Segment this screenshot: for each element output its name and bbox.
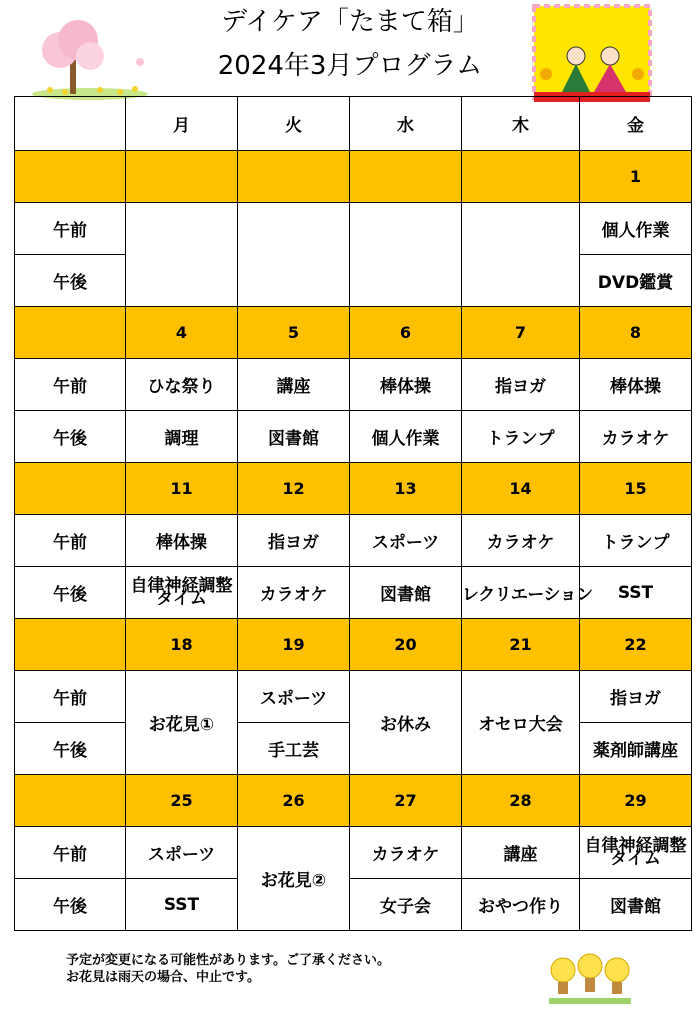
period-pm-label: 午後 [15,567,126,619]
date-cell: 27 [350,775,462,827]
footer-notes [66,952,390,986]
activity-cell: 棒体操 [350,359,462,411]
activity-cell: 女子会 [350,879,462,931]
date-cell: 21 [462,619,580,671]
date-cell: 29 [580,775,692,827]
activity-cell: スポーツ [238,671,350,723]
cherry-tree-illustration [30,20,150,100]
activity-cell: 図書館 [350,567,462,619]
activity-cell: 自律神経調整 タイム [580,827,692,879]
smiling-bulbs-illustration [545,948,635,1008]
activity-cell: トランプ [462,411,580,463]
activity-cell: スポーツ [126,827,238,879]
activity-cell: 図書館 [238,411,350,463]
activity-cell: お休み [350,671,462,775]
activity-cell: 棒体操 [126,515,238,567]
date-row-label [15,775,126,827]
activity-cell: SST [580,567,692,619]
date-cell: 13 [350,463,462,515]
activity-cell: DVD鑑賞 [580,255,692,307]
date-cell: 14 [462,463,580,515]
activity-cell: 指ヨガ [580,671,692,723]
activity-cell: 個人作業 [350,411,462,463]
period-am-label: 午前 [15,359,126,411]
program-calendar-table [14,96,692,931]
period-pm-label: 午後 [15,723,126,775]
activity-cell: 棒体操 [580,359,692,411]
note-line-1: 予定が変更になる可能性があります。ご了承ください。 [66,953,390,968]
activity-cell: 手工芸 [238,723,350,775]
date-cell: 26 [238,775,350,827]
date-cell: 11 [126,463,238,515]
date-cell [238,151,350,203]
date-cell: 6 [350,307,462,359]
period-pm-label: 午後 [15,879,126,931]
activity-cell: スポーツ [350,515,462,567]
activity-cell: カラオケ [350,827,462,879]
empty-cell [350,203,462,307]
activity-cell: オセロ大会 [462,671,580,775]
date-cell: 8 [580,307,692,359]
period-am-label: 午前 [15,515,126,567]
date-cell: 4 [126,307,238,359]
period-am-label: 午前 [15,827,126,879]
date-cell: 25 [126,775,238,827]
date-cell [126,151,238,203]
date-row-label [15,619,126,671]
activity-cell: 講座 [238,359,350,411]
header-mon: 月 [126,97,238,151]
activity-cell: 薬剤師講座 [580,723,692,775]
header-tue: 火 [238,97,350,151]
header-fri: 金 [580,97,692,151]
title-line1: デイケア「たまて箱」 [221,7,479,37]
activity-cell: お花見① [126,671,238,775]
activity-cell: カラオケ [580,411,692,463]
empty-cell [238,203,350,307]
period-pm-label: 午後 [15,411,126,463]
date-cell: 1 [580,151,692,203]
empty-cell [126,203,238,307]
header-wed: 水 [350,97,462,151]
date-cell: 19 [238,619,350,671]
date-cell: 22 [580,619,692,671]
date-cell: 28 [462,775,580,827]
title-line2: 2024年3月プログラム [217,51,483,81]
period-am-label: 午前 [15,671,126,723]
date-row-label [15,307,126,359]
date-cell: 18 [126,619,238,671]
activity-cell: 指ヨガ [238,515,350,567]
empty-cell [462,203,580,307]
activity-cell: カラオケ [238,567,350,619]
activity-cell: おやつ作り [462,879,580,931]
activity-cell: 自律神経調整 タイム [126,567,238,619]
activity-cell: SST [126,879,238,931]
activity-cell: レクリエーション [462,567,580,619]
activity-cell: 図書館 [580,879,692,931]
activity-cell: 個人作業 [580,203,692,255]
date-cell [350,151,462,203]
date-cell: 20 [350,619,462,671]
period-am-label: 午前 [15,203,126,255]
activity-cell: お花見② [238,827,350,931]
note-line-2: お花見は雨天の場合、中止です。 [66,970,260,985]
date-row-label [15,463,126,515]
date-row-label [15,151,126,203]
activity-cell: 調理 [126,411,238,463]
activity-cell: 講座 [462,827,580,879]
date-cell: 7 [462,307,580,359]
activity-cell: カラオケ [462,515,580,567]
activity-cell: トランプ [580,515,692,567]
date-cell: 15 [580,463,692,515]
activity-cell: ひな祭り [126,359,238,411]
period-pm-label: 午後 [15,255,126,307]
hina-dolls-illustration [532,4,652,104]
date-cell: 12 [238,463,350,515]
date-cell: 5 [238,307,350,359]
corner-cell [15,97,126,151]
date-cell [462,151,580,203]
activity-cell: 指ヨガ [462,359,580,411]
header-thu: 木 [462,97,580,151]
